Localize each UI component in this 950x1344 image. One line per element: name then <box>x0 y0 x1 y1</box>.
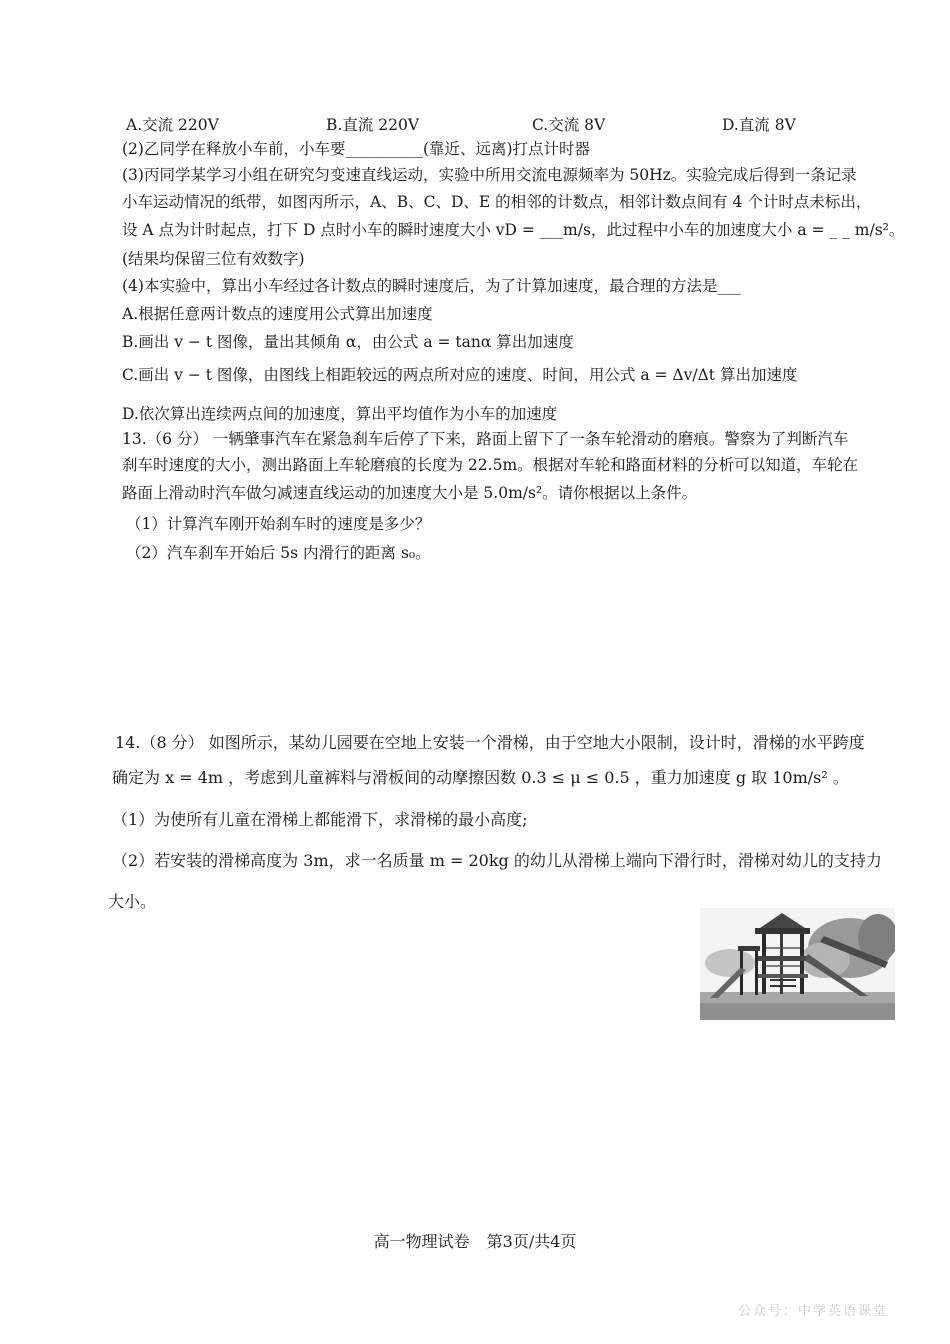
option-d: D.直流 8V <box>722 116 796 134</box>
q12-part3-note: (结果均保留三位有效数字) <box>122 250 305 268</box>
q13-line2: 刹车时速度的大小，测出路面上车轮磨痕的长度为 22.5m。根据对车轮和路面材料的分析可以知道，车轮在 <box>122 456 859 474</box>
q12-part4-option-c: C.画出 v − t 图像，由图线上相距较远的两点所对应的速度、时间，用公式 a = Δv/Δt 算出加速度 <box>122 366 798 384</box>
q14-sub2-end: 大小。 <box>108 892 157 911</box>
q12-part4-option-a: A.根据任意两计数点的速度用公式算出加速度 <box>122 305 433 323</box>
option-c: C.交流 8V <box>532 116 606 134</box>
q13-sub1: （1）计算汽车刚开始刹车时的速度是多少？ <box>126 515 431 533</box>
option-a: A.交流 220V <box>126 116 219 134</box>
q13-sub2: （2）汽车刹车开始后 5s 内滑行的距离 s₀。 <box>126 544 431 562</box>
q12-part3-line3: 设 A 点为计时起点，打下 D 点时小车的瞬时速度大小 vD = ___m/s，此过程中小车的加速度大小 a = _ _ m/s²。 <box>122 221 905 239</box>
playground-slide-photo <box>700 908 895 1020</box>
q13-line1: 13.（6 分） 一辆肇事汽车在紧急刹车后停了下来，路面上留下了一条车轮滑动的磨痕。警察为了判断汽车 <box>122 430 849 448</box>
q14-sub1: （1）为使所有儿童在滑梯上都能滑下，求滑梯的最小高度; <box>112 810 528 829</box>
page-footer <box>0 1229 950 1252</box>
exam-title: 高一物理试卷 <box>373 1232 470 1251</box>
q14-line2: 确定为 x = 4m ，考虑到儿童裤料与滑板间的动摩擦因数 0.3 ≤ μ ≤ 0.5 ，重力加速度 g 取 10m/s² 。 <box>112 768 849 787</box>
page-number: 第3页/共4页 <box>486 1232 577 1251</box>
q12-part4-option-b: B.画出 v − t 图像，量出其倾角 α，由公式 a = tanα 算出加速度 <box>122 333 574 351</box>
q12-part3-line2: 小车运动情况的纸带，如图丙所示，A、B、C、D、E 的相邻的计数点，相邻计数点间有 4 个计时点未标出， <box>122 193 872 211</box>
q12-part3-line1: (3)丙同学某学习小组在研究匀变速直线运动，实验中所用交流电源频率为 50Hz。实验完成后得到一条记录 <box>122 166 857 184</box>
watermark-text: 公众号：中学英语课堂 <box>737 1304 888 1319</box>
option-b: B.直流 220V <box>326 116 420 134</box>
q14-line1: 14.（8 分） 如图所示，某幼儿园要在空地上安装一个滑梯，由于空地大小限制，设计时，滑梯的水平跨度 <box>115 733 865 752</box>
q12-part2: (2)乙同学在释放小车前，小车要__________(靠近、远离)打点计时器 <box>122 140 591 158</box>
q12-part4: (4)本实验中，算出小车经过各计数点的瞬时速度后，为了计算加速度，最合理的方法是___ <box>122 277 741 295</box>
q12-part4-option-d: D.依次算出连续两点间的加速度，算出平均值作为小车的加速度 <box>122 405 558 423</box>
q14-sub2: （2）若安装的滑梯高度为 3m，求一名质量 m = 20kg 的幼儿从滑梯上端向下滑行时，滑梯对幼儿的支持力 <box>112 851 882 870</box>
q13-line3: 路面上滑动时汽车做匀减速直线运动的加速度大小是 5.0m/s²。请你根据以上条件。 <box>122 484 698 502</box>
